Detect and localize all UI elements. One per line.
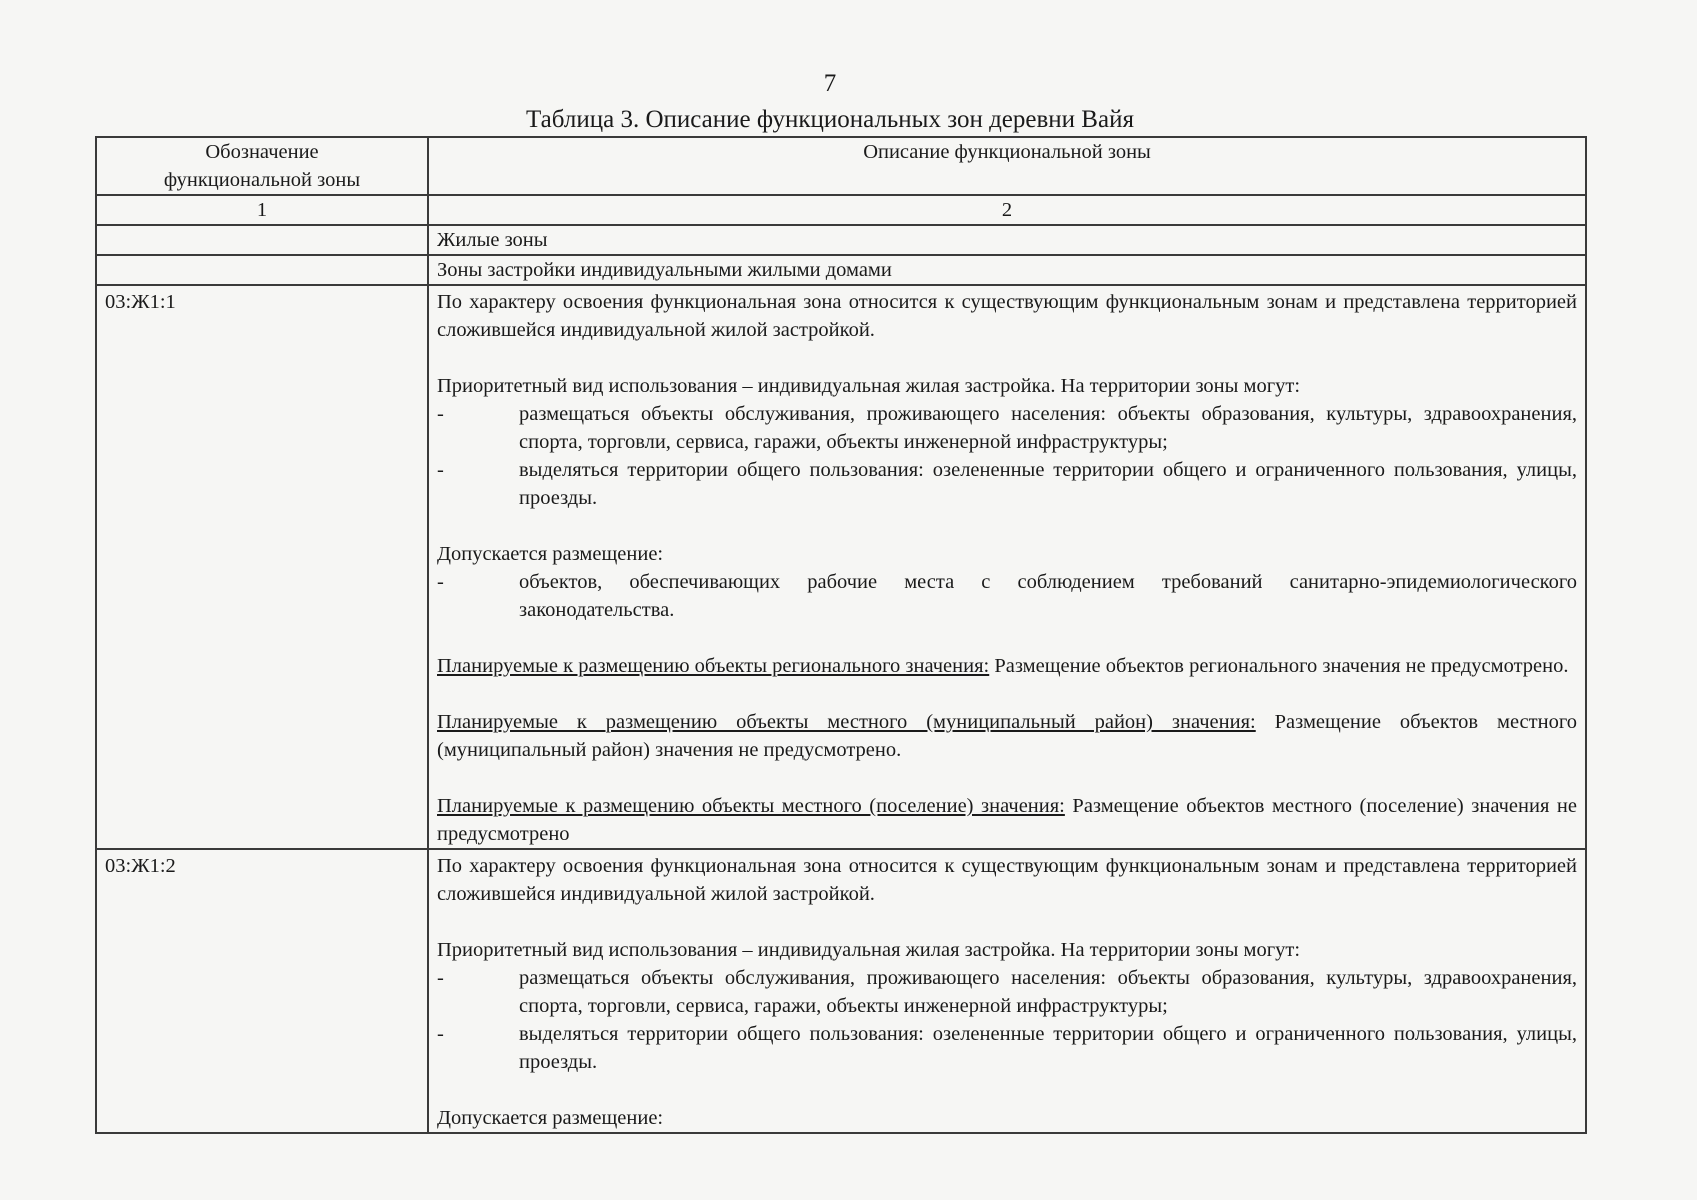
- functional-zones-table: [95, 136, 1587, 1134]
- zone-code: 03:Ж1:1: [96, 285, 428, 849]
- header-zone-description: Описание функциональной зоны: [428, 137, 1586, 195]
- bullet-dash: -: [437, 1023, 444, 1045]
- page-number: 7: [823, 70, 837, 97]
- zone-priority: Приоритетный вид использования – индивидуальная жилая застройка. На территории зоны могут:: [437, 375, 1301, 397]
- group-individual-label: Зоны застройки индивидуальными жилыми домами: [428, 255, 1586, 285]
- local-text: Размещение объектов местного (поселение) значения не предусмотрено: [437, 795, 1577, 845]
- column-number-1: 1: [96, 195, 428, 225]
- zone-priority: Приоритетный вид использования – индивидуальная жилая застройка. На территории зоны могут:: [437, 939, 1301, 961]
- regional-text: Размещение объектов регионального значения не предусмотрено.: [989, 655, 1569, 677]
- bullet-text: выделяться территории общего пользования: озелененные территории общего и ограниченного пользования, улицы, проезды.: [519, 459, 1577, 509]
- column-number-2: 2: [428, 195, 1586, 225]
- zone-allowed: Допускается размещение:: [437, 1107, 664, 1129]
- list-item: [437, 568, 1577, 624]
- group-row-empty-cell: [96, 255, 428, 285]
- table-title: Таблица 3. Описание функциональных зон деревни Вайя: [526, 106, 1134, 133]
- list-item: [437, 964, 1577, 1020]
- group-row-empty-cell: [96, 225, 428, 255]
- header-zone-code-line2: функциональной зоны: [163, 169, 361, 191]
- list-item: [437, 400, 1577, 456]
- local-label: Планируемые к размещению объекты местного (поселение) значения:: [437, 795, 1065, 817]
- zone-municipal: [437, 708, 1577, 764]
- bullet-text: объектов, обеспечивающих рабочие места с соблюдением требований санитарно-эпидемиологического законодательства.: [519, 571, 1577, 621]
- bullet-dash: -: [437, 403, 444, 425]
- zone-regional: [437, 652, 1577, 680]
- table-row: [96, 285, 1586, 849]
- zone-description: [428, 849, 1586, 1133]
- regional-label: Планируемые к размещению объекты регионального значения:: [437, 655, 990, 677]
- list-item: [437, 1020, 1577, 1076]
- table-header-row: [96, 137, 1586, 195]
- group-residential-label: Жилые зоны: [428, 225, 1586, 255]
- column-number-row: [96, 195, 1586, 225]
- bullet-dash: -: [437, 571, 444, 593]
- group-row-residential: [96, 225, 1586, 255]
- header-zone-code-line1: Обозначение: [205, 141, 319, 163]
- bullet-text: размещаться объекты обслуживания, проживающего населения: объекты образования, культуры, здравоохранения, спорта, торговли, сервиса, гаражи, объекты инженерной инфраструктуры;: [519, 403, 1577, 453]
- bullet-dash: -: [437, 967, 444, 989]
- zone-allowed: Допускается размещение:: [437, 543, 664, 565]
- bullet-text: выделяться территории общего пользования: озелененные территории общего и ограниченного пользования, улицы, проезды.: [519, 1023, 1577, 1073]
- zone-code: 03:Ж1:2: [96, 849, 428, 1133]
- group-row-individual: [96, 255, 1586, 285]
- zone-intro: По характеру освоения функциональная зона относится к существующим функциональным зонам и представлена территорией сложившейся индивидуальной жилой застройкой.: [437, 291, 1577, 341]
- table-row: [96, 849, 1586, 1133]
- zone-local: [437, 792, 1577, 848]
- header-zone-code: [96, 137, 428, 195]
- municipal-label: Планируемые к размещению объекты местного (муниципальный район) значения:: [437, 711, 1256, 733]
- bullet-dash: -: [437, 459, 444, 481]
- municipal-text: Размещение объектов местного (муниципальный район) значения не предусмотрено.: [437, 711, 1577, 761]
- zone-description: [428, 285, 1586, 849]
- zone-intro: По характеру освоения функциональная зона относится к существующим функциональным зонам и представлена территорией сложившейся индивидуальной жилой застройкой.: [437, 855, 1577, 905]
- bullet-text: размещаться объекты обслуживания, проживающего населения: объекты образования, культуры, здравоохранения, спорта, торговли, сервиса, гаражи, объекты инженерной инфраструктуры;: [519, 967, 1577, 1017]
- list-item: [437, 456, 1577, 512]
